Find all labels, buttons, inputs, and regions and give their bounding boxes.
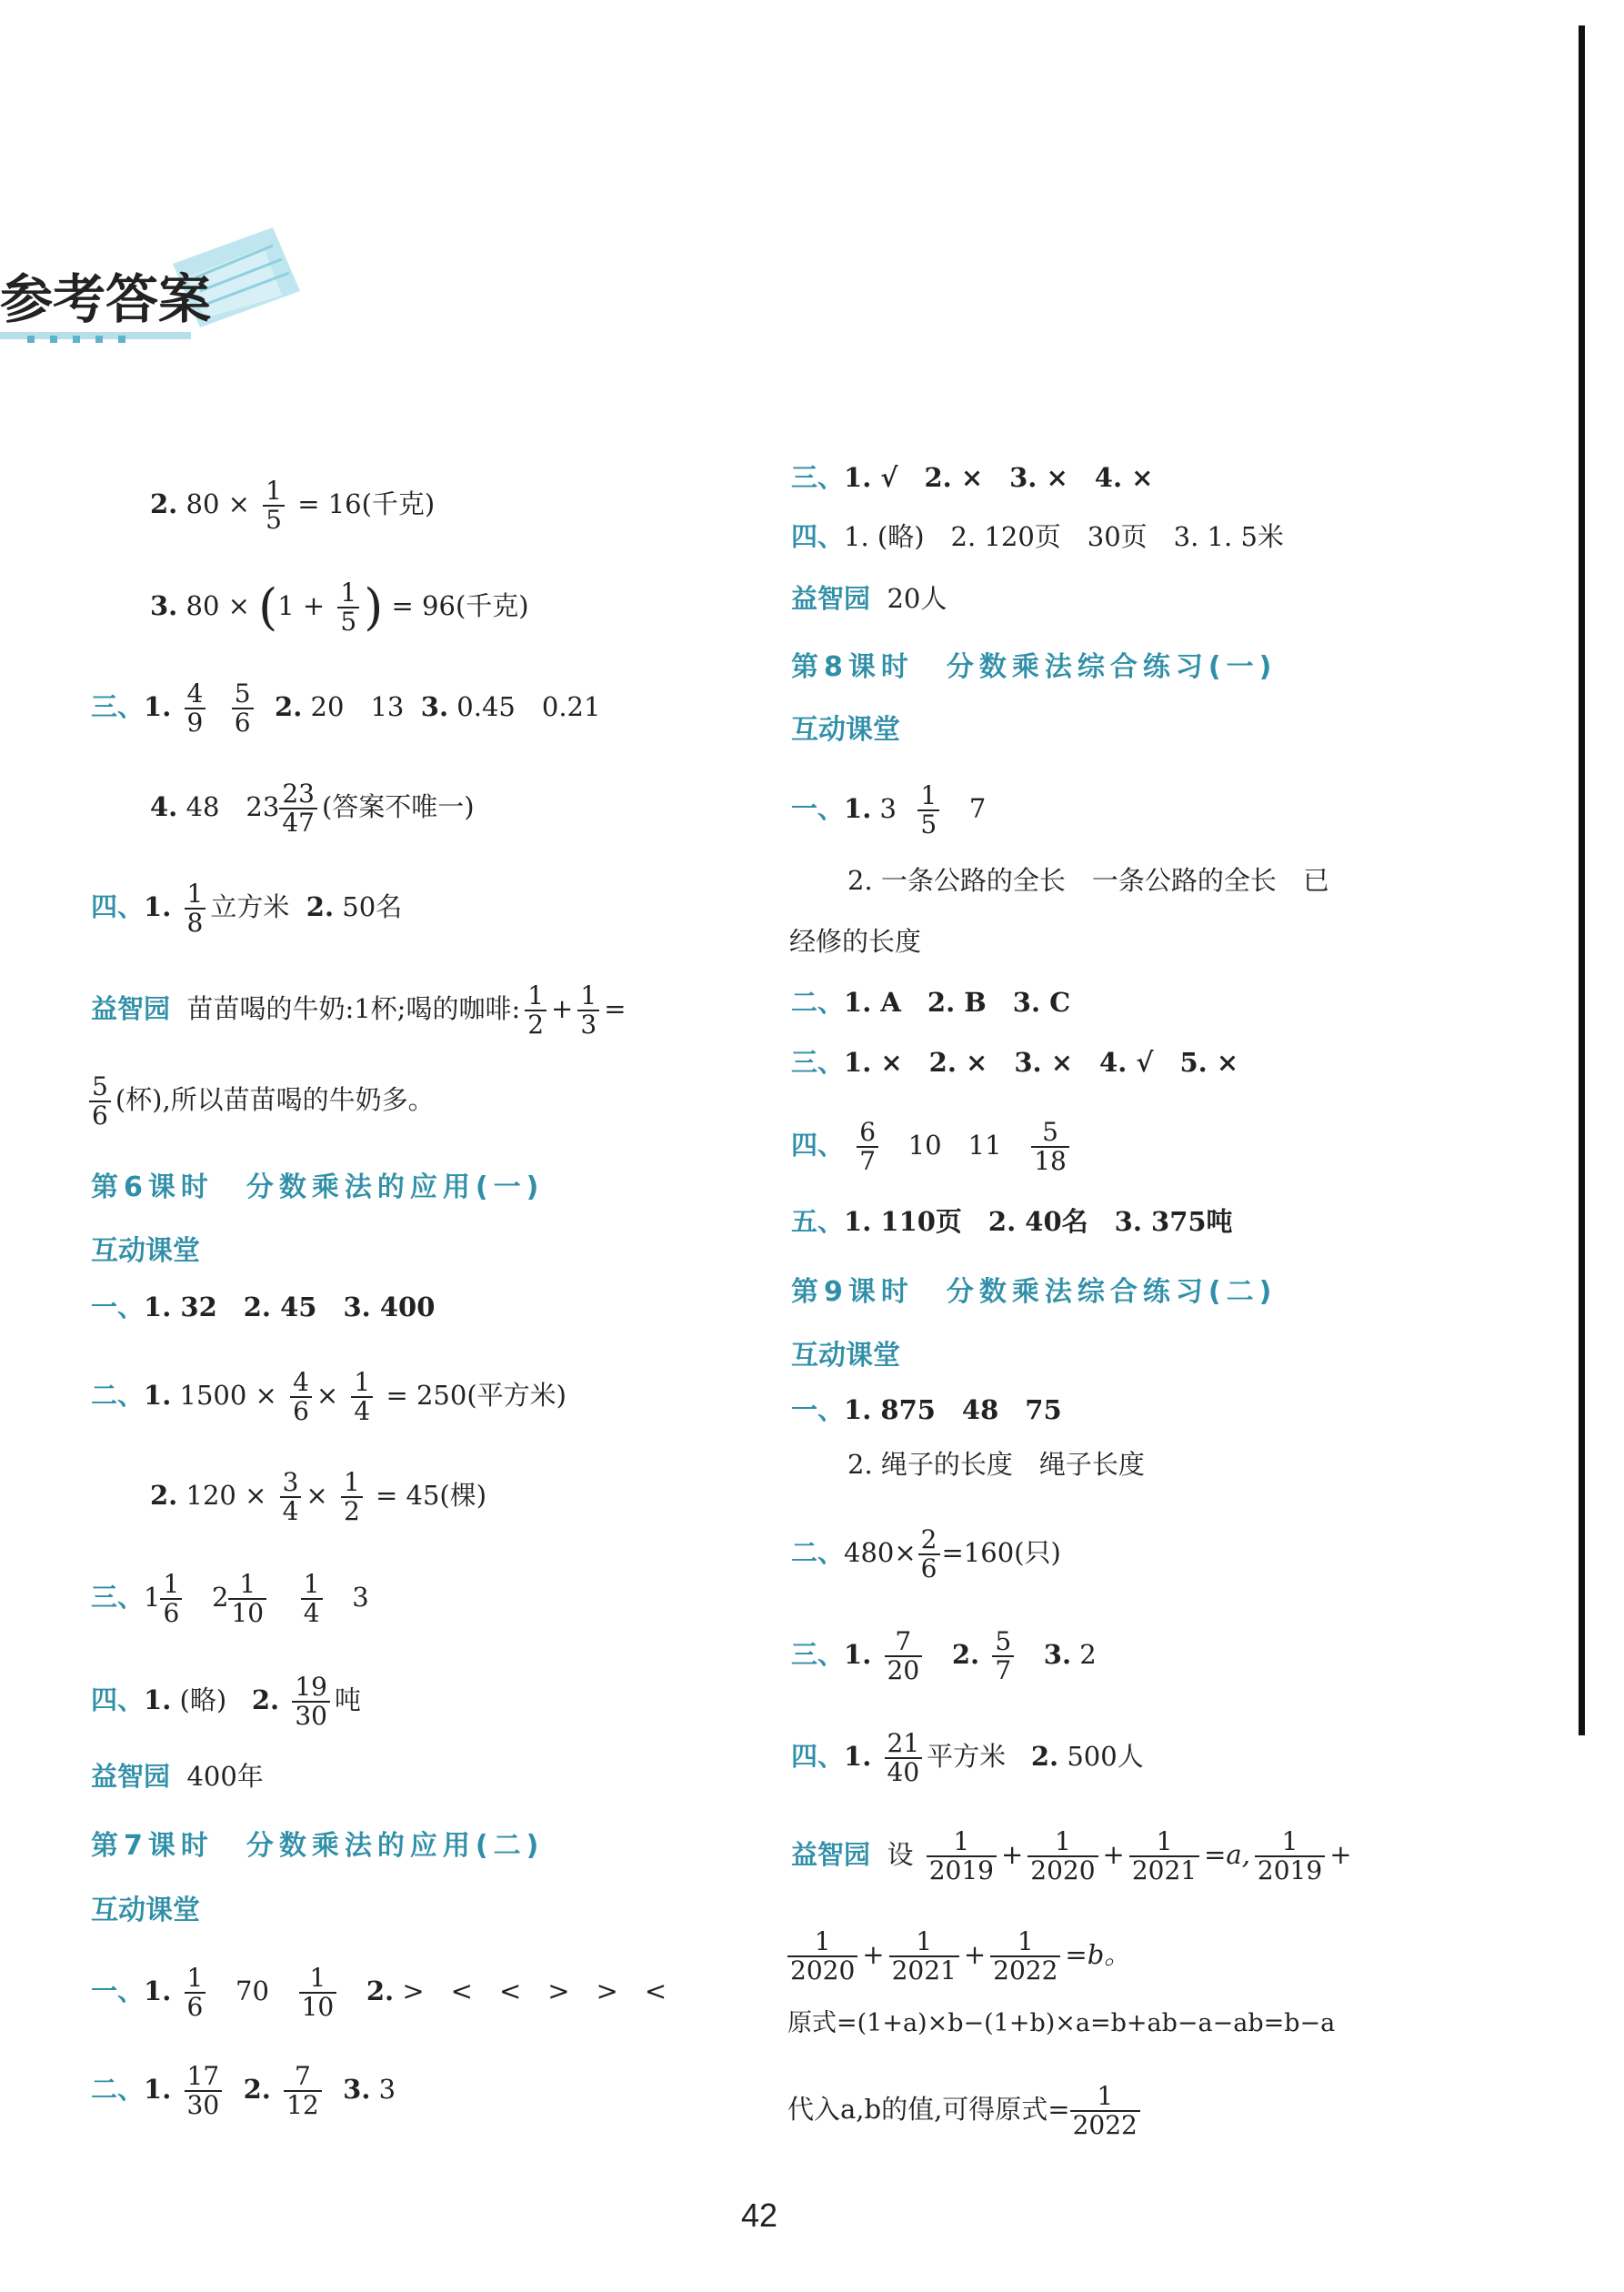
lesson-8-hdkt: 互动课堂 (791, 714, 900, 746)
page-number: 42 (741, 2196, 778, 2234)
lesson-8-s2: 二、1. A 2. B 3. C (791, 987, 1071, 1018)
lesson-6-s3: 三、1 $\frac{1}{6}$ 2 $\frac{1}{10}$ $\frac{1}{4}$ 3 (91, 1569, 369, 1629)
lesson-9-title: 第9课时 分数乘法综合练习(二) (791, 1276, 1278, 1308)
lesson-8-title: 第8课时 分数乘法综合练习(一) (791, 651, 1278, 683)
lesson-9-yizhiyuan-cont: $\frac{1}{2020}$ + $\frac{1}{2021}$ + $\frac{1}{2022}$ =b。 (787, 1928, 1130, 1985)
lesson-9-yizhiyuan-result: 代入a,b的值,可得原式= $\frac{1}{2022}$ (787, 2083, 1145, 2139)
lesson-6-s1: 一、1. 32 2. 45 3. 400 (91, 1292, 436, 1322)
right-s3: 三、1. √ 2. × 3. × 4. × (791, 462, 1154, 493)
lesson-6-hdkt: 互动课堂 (91, 1235, 200, 1267)
lesson-6-title: 第6课时 分数乘法的应用(一) (91, 1171, 545, 1203)
left-q2: 2. 80 × $\frac{1}{5}$ = 16(千克) (150, 476, 436, 536)
left-section-4: 四、1. $\frac{1}{8}$ 立方米 2. 50名 (91, 879, 403, 939)
right-yizhiyuan: 益智园 20人 (791, 583, 947, 614)
lesson-6-s2-q2: 2. 120 × $\frac{3}{4}$ × $\frac{1}{2}$ = 45(棵) (150, 1467, 487, 1527)
lesson-8-s4: 四、 $\frac{6}{7}$ 10 11 $\frac{5}{18}$ (791, 1119, 1074, 1175)
lesson-7-s1: 一、1. $\frac{1}{6}$ 70 $\frac{1}{10}$ 2. > < < > > < (91, 1963, 667, 2023)
lesson-8-s3: 三、1. × 2. × 3. × 4. √ 5. × (791, 1047, 1239, 1078)
page-title: 参考答案 (0, 268, 212, 330)
lesson-8-s5: 五、1. 110页 2. 40名 3. 375吨 (791, 1206, 1233, 1237)
lesson-9-yizhiyuan-derivation: 原式=(1+a)×b−(1+b)×a=b+ab−a−ab=b−a (787, 2009, 1336, 2037)
right-s4: 四、1. (略) 2. 120页 30页 3. 1. 5米 (791, 521, 1284, 552)
lesson-9-yizhiyuan: 益智园 设 $\frac{1}{2019}$ + $\frac{1}{2020}$ + $\frac{1}{2021}$ =a, $\frac{1}{2019}$ + (791, 1826, 1352, 1886)
lesson-9-hdkt: 互动课堂 (791, 1340, 900, 1372)
lesson-7-title: 第7课时 分数乘法的应用(二) (91, 1830, 545, 1862)
left-section-3-q4: 4. 48 23 $\frac{23}{47}$ (答案不唯一) (150, 779, 475, 839)
lesson-8-s1-q1: 一、1. 3 $\frac{1}{5}$ 7 (791, 780, 987, 840)
lesson-6-s4: 四、1. (略) 2. $\frac{19}{30}$ 吨 (91, 1672, 361, 1732)
left-section-3: 三、1. $\frac{4}{9}$ $\frac{5}{6}$ 2. 20 13 3. 0.45 0.21 (91, 679, 601, 739)
lesson-7-s2: 二、1. $\frac{17}{30}$ 2. $\frac{7}{12}$ 3. 3 (91, 2061, 396, 2121)
left-yizhiyuan-cont: $\frac{5}{6}$ (杯),所以苗苗喝的牛奶多。 (89, 1073, 435, 1130)
lesson-8-s1-q2: 2. 一条公路的全长 一条公路的全长 已 (847, 865, 1329, 896)
lesson-8-s1-q2-cont: 经修的长度 (789, 926, 922, 957)
left-yizhiyuan: 益智园 苗苗喝的牛奶:1杯;喝的咖啡: $\frac{1}{2}$ + $\frac{1}{3}$ = (91, 980, 627, 1040)
lesson-9-s3: 三、1. $\frac{7}{20}$ 2. $\frac{5}{7}$ 3. 2 (791, 1626, 1097, 1686)
left-q3: 3. 80 × (1 + $\frac{1}{5}$ ) = 96(千克) (150, 578, 529, 638)
lesson-6-yizhiyuan: 益智园 400年 (91, 1761, 264, 1792)
lesson-6-s2-q1: 二、1. 1500 × $\frac{4}{6}$ × $\frac{1}{4}$ = 250(平方米) (91, 1367, 566, 1427)
lesson-9-s1-q1: 一、1. 875 48 75 (791, 1394, 1062, 1425)
lesson-7-hdkt: 互动课堂 (91, 1895, 200, 1926)
lesson-9-s2: 二、480× $\frac{2}{6}$ =160(只) (791, 1524, 1061, 1584)
lesson-9-s1-q2: 2. 绳子的长度 绳子长度 (847, 1449, 1145, 1480)
page-edge-rule (1579, 25, 1585, 1735)
lesson-9-s4: 四、1. $\frac{21}{40}$ 平方米 2. 500人 (791, 1728, 1144, 1788)
